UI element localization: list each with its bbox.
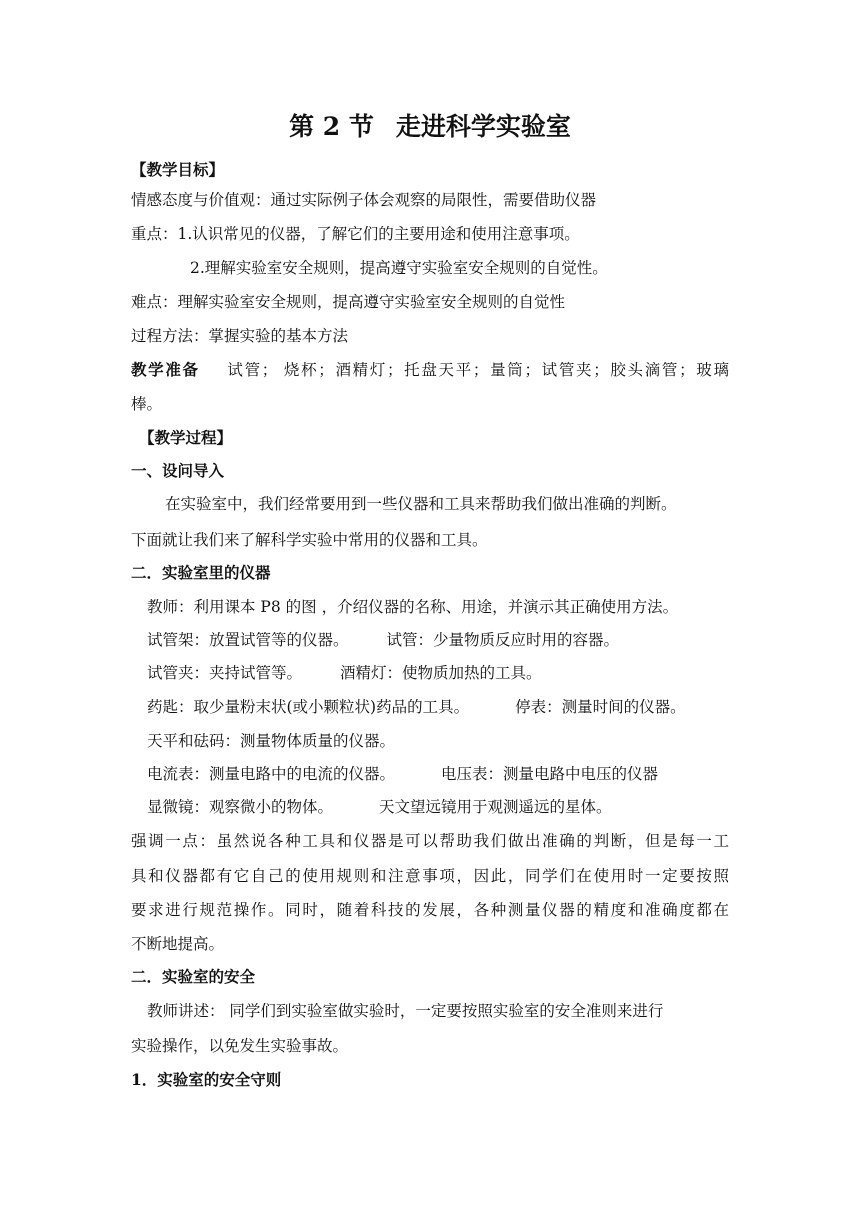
difficulty-line: 难点：理解实验室安全规则，提高遵守实验室安全规则的自觉性 [131,293,566,311]
inst-tube: 试管：少量物质反应时用的容器。 [386,631,620,649]
prep-text: 试管； 烧杯；酒精灯；托盘天平；量筒；试管夹；胶头滴管；玻璃 [225,361,729,379]
title-prefix: 第 2 节 [289,112,374,141]
inst-voltmeter: 电压表：测量电路中电压的仪器 [441,765,659,783]
safety-heading: 二．实验室的安全 [131,967,256,986]
intro-heading: 一、设问导入 [131,461,225,480]
emphasis-line-3: 要求进行规范操作。同时，随着科技的发展，各种测量仪器的精度和准确度都在 [131,901,729,919]
inst-microscope: 显微镜：观察微小的物体。 [147,798,334,816]
instruments-heading: 二．实验室里的仪器 [131,563,271,582]
instrument-row-2 [147,663,542,683]
instrument-row-3 [147,697,686,717]
emphasis-line-2: 具和仪器都有它自己的使用规则和注意事项，因此，同学们在使用时一定要按照 [131,867,729,885]
instrument-row-1 [147,630,619,650]
teacher-line: 教师：利用课本 P8 的图 ，介绍仪器的名称、用途，并演示其正确使用方法。 [147,598,679,616]
safety-line-1: 教师讲述： 同学们到实验室做实验时，一定要按照实验室的安全准则来进行 [147,1002,664,1020]
prep-line [131,360,729,380]
inst-watch: 停表：测量时间的仪器。 [515,698,686,716]
rules-heading: 1．实验室的安全守则 [131,1070,282,1089]
instrument-row-6 [147,797,612,817]
safety-line-2: 实验操作，以免发生实验事故。 [131,1037,349,1055]
intro-line-1: 在实验室中，我们经常要用到一些仪器和工具来帮助我们做出准确的判断。 [165,495,677,513]
inst-clamp: 试管夹：夹持试管等。 [147,664,303,682]
intro-line-2: 下面就让我们来了解科学实验中常用的仪器和工具。 [131,531,488,549]
prep-text-end: 棒。 [131,395,163,413]
method-line: 过程方法：掌握实验的基本方法 [131,327,349,345]
attitude-line: 情感态度与价值观：通过实际例子体会观察的局限性，需要借助仪器 [131,191,597,209]
key-point-1: 重点：1.认识常见的仪器，了解它们的主要用途和使用注意事项。 [131,225,580,243]
objectives-heading: 【教学目标】 [131,160,225,179]
inst-lamp: 酒精灯：使物质加热的工具。 [340,664,542,682]
process-heading: 【教学过程】 [139,428,233,447]
instrument-row-5 [147,764,658,784]
instrument-row-4: 天平和砝码：测量物体质量的仪器。 [147,732,396,750]
inst-telescope: 天文望远镜用于观测遥远的星体。 [379,798,612,816]
emphasis-line-1: 强调一点：虽然说各种工具和仪器是可以帮助我们做出准确的判断，但是每一工 [131,832,729,850]
inst-spoon: 药匙：取少量粉末状(或小颗粒状)药品的工具。 [147,698,470,716]
key-point-2: 2.理解实验室安全规则，提高遵守实验室安全规则的自觉性。 [190,259,608,277]
title-main: 走进科学实验室 [395,112,571,141]
page-title [0,110,860,144]
emphasis-line-4: 不断地提高。 [131,935,225,953]
inst-rack: 试管架：放置试管等的仪器。 [147,631,349,649]
inst-ammeter: 电流表：测量电路中的电流的仪器。 [147,765,396,783]
prep-label: 教学准备 [131,360,200,379]
